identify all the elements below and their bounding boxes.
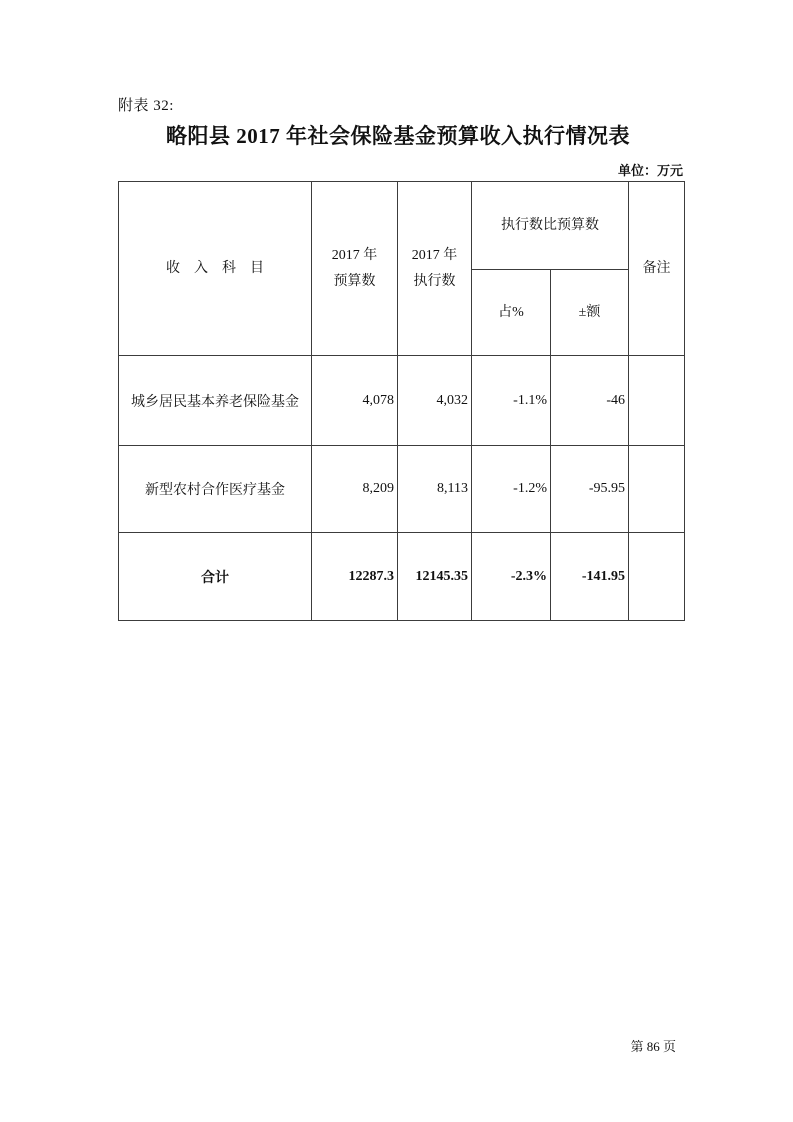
total-remark-cell [629,533,685,621]
row-amount-diff-value: -46 [551,356,629,446]
row-percent-value: -1.1% [472,356,551,446]
header-2017-execution-line1: 2017 年 [411,248,458,264]
header-2017-budget [312,182,398,356]
header-2017-budget-line2: 预算数 [333,273,376,289]
table-row-urban-rural-pension [119,356,685,446]
total-execution-value: 12145.35 [398,533,472,621]
attachment-number-label: 附表 32: [118,98,174,114]
row-label: 城乡居民基本养老保险基金 [119,356,312,446]
page-number: 第 86 页 [630,1039,676,1054]
row-execution-value: 4,032 [398,356,472,446]
header-amount-diff: ±额 [551,270,629,356]
header-income-category: 收 入 科 目 [119,182,312,356]
row-execution-value: 8,113 [398,446,472,533]
row-remark-cell [629,356,685,446]
total-amount-diff-value: -141.95 [551,533,629,621]
header-2017-execution-line2: 执行数 [413,273,456,289]
header-2017-budget-line1: 2017 年 [331,248,378,264]
header-remark: 备注 [629,182,685,356]
page-title: 略阳县 2017 年社会保险基金预算收入执行情况表 [166,124,630,148]
row-remark-cell [629,446,685,533]
unit-label: 单位：万元 [617,163,683,178]
total-percent-value: -2.3% [472,533,551,621]
table-row-rural-medical [119,446,685,533]
row-budget-value: 4,078 [312,356,398,446]
header-percent: 占% [472,270,551,356]
total-label: 合计 [119,533,312,621]
row-percent-value: -1.2% [472,446,551,533]
row-label: 新型农村合作医疗基金 [119,446,312,533]
header-2017-execution [398,182,472,356]
row-amount-diff-value: -95.95 [551,446,629,533]
table-header-row-1 [119,182,685,270]
header-execution-vs-budget: 执行数比预算数 [472,182,629,270]
total-budget-value: 12287.3 [312,533,398,621]
budget-revenue-table [118,181,685,621]
table-row-total [119,533,685,621]
row-budget-value: 8,209 [312,446,398,533]
